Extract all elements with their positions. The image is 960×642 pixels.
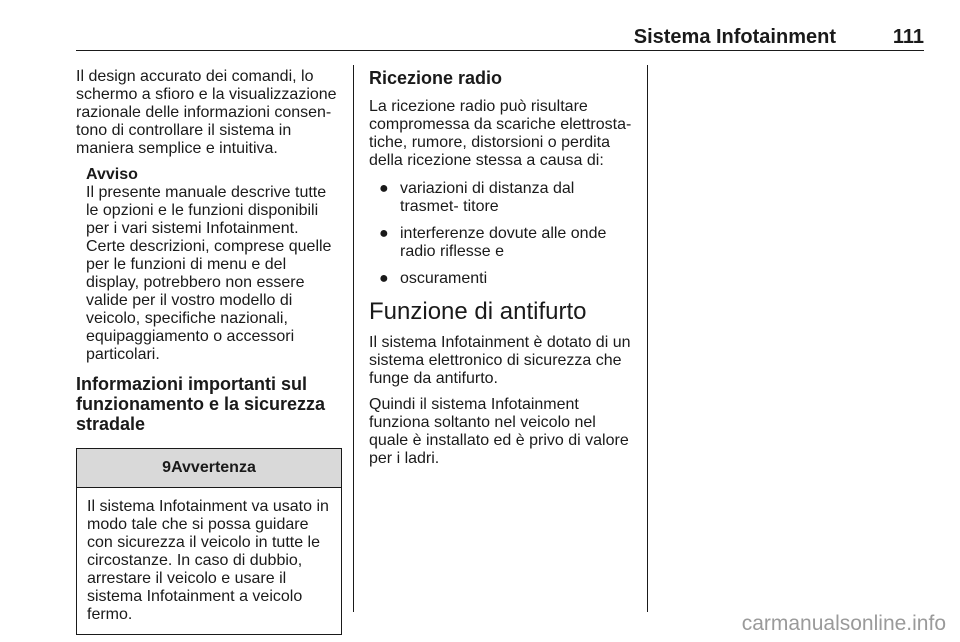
list-item-text: interferenze dovute alle onde radio riflesse e — [400, 225, 607, 260]
warning-box — [76, 448, 342, 635]
list-item-text: oscuramenti — [400, 270, 488, 287]
note-title: Avviso — [86, 166, 138, 183]
radio-bullet-list — [369, 180, 637, 288]
antitheft-paragraph-2: Quindi il sistema Infotainment funziona soltanto nel veicolo nel quale è installato ed è privo di valore per i ladri. — [369, 396, 629, 467]
column-divider-left — [353, 65, 354, 612]
column-divider-right — [647, 65, 648, 612]
radio-intro: La ricezione radio può risultare compromessa da scariche elettrosta- tiche, rumore, distorsioni o perdita della ricezione stessa a causa di: — [369, 98, 632, 169]
bullet-icon: ● — [379, 270, 389, 287]
radio-heading: Ricezione radio — [369, 68, 503, 88]
list-item — [369, 270, 637, 288]
list-item — [369, 180, 637, 216]
safety-heading: Informazioni importanti sul funzionamento e la sicurezza stradale — [76, 374, 326, 434]
list-item — [369, 225, 637, 261]
warning-icon: 9 — [162, 459, 172, 476]
middle-column — [369, 68, 637, 476]
list-item-text: variazioni di distanza dal trasmet- titore — [400, 180, 575, 215]
note-text: Il presente manuale descrive tutte le opzioni e le funzioni disponibili per i vari sistemi Infotainment. Certe descrizioni, comprese quelle per le funzioni di menu e del display, potrebbero non essere valide per il vostro modello di veicolo, specifiche nazionali, equipaggiamento o accessori particolari. — [86, 184, 332, 363]
header-title: Sistema Infotainment — [633, 26, 836, 48]
warning-header — [77, 449, 341, 488]
warning-label: Avvertenza — [171, 459, 256, 476]
warning-text: Il sistema Infotainment va usato in modo tale che si possa guidare con sicurezza il veicolo in tutte le circostanze. In caso di dubbio, arrestare il veicolo e usare il sistema Infotainment a veicolo fermo. — [87, 498, 329, 623]
page-header — [76, 26, 924, 51]
intro-paragraph: Il design accurato dei comandi, lo schermo a sfioro e la visualizzazione razionale delle informazioni consen- tono di controllare il sistema in maniera semplice e intuitiva. — [76, 68, 337, 157]
bullet-icon: ● — [379, 180, 389, 197]
bullet-icon: ● — [379, 225, 389, 242]
antitheft-heading: Funzione di antifurto — [369, 298, 587, 325]
left-column — [76, 68, 342, 635]
watermark: carmanualsonline.info — [741, 612, 946, 635]
note-box — [86, 166, 342, 364]
page-number: 111 — [892, 26, 924, 48]
antitheft-paragraph-1: Il sistema Infotainment è dotato di un sistema elettronico di sicurezza che funge da antifurto. — [369, 334, 631, 387]
